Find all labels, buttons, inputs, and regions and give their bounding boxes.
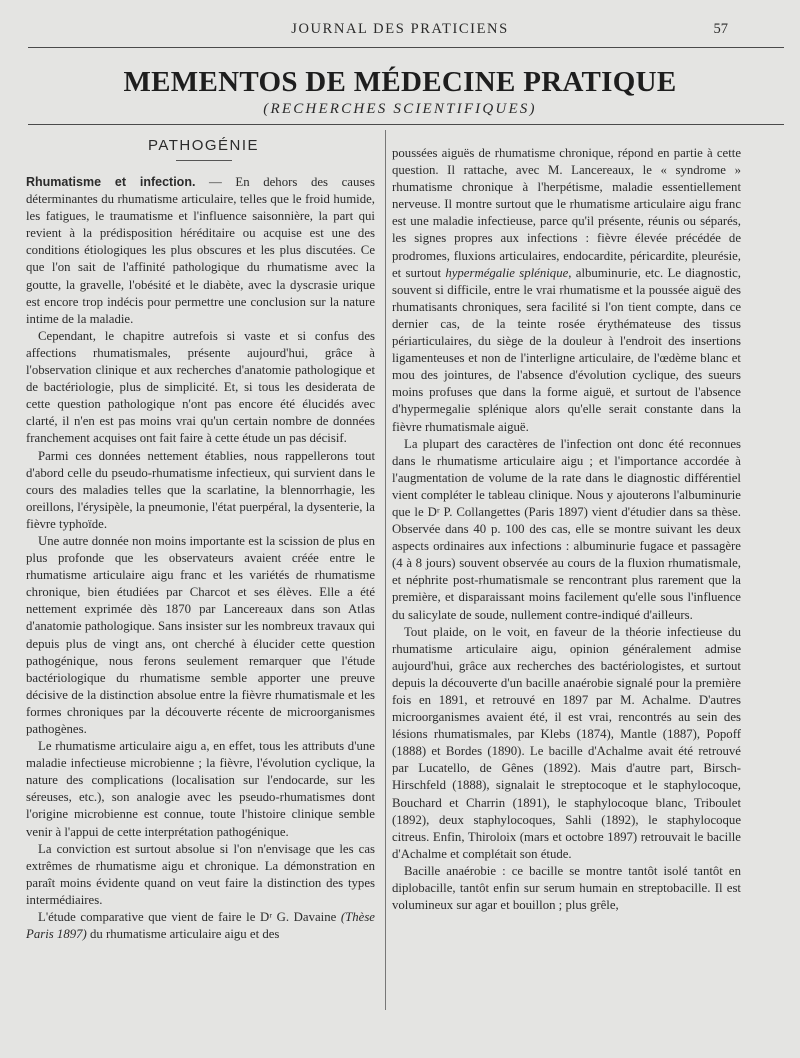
- paragraph: Cependant, le chapitre autrefois si vaste et si confus des affections rhumatismales, présente aujourd'hui, grâce à l'observation clinique et aux recherches d'anatomie pathologique et de bactériologie, plus de simplicité. Et, si tous les desiderata de cette question pathologique n'ont pas encore été élucidés avec clarté, il n'en est pas moins vrai qu'un certain nombre de données franchement acquises ont fait faire à cette étude un pas décisif.: [26, 328, 375, 446]
- running-head: [0, 18, 800, 38]
- paragraph-text: poussées aiguës de rhumatisme chronique, répond en partie à cette question. Il rattache, avec M. Lancereaux, le « syndrome » rhumatisme chronique à l'herpétisme, maladie essentiellement nerveuse. Il montre surtout que le rhumatisme articulaire aigu franc est une maladie infectieuse, parce qu'il présente, réunis ou séparés, les signes propres aux infections : fièvre élevée précédée de prodromes, fluxions articulaires, endocardite, péricardite, pleurésie, et surtout: [392, 146, 741, 280]
- paragraph-text: L'étude comparative que vient de faire le Dʳ G. Davaine: [38, 910, 341, 925]
- paragraph: Tout plaide, on le voit, en faveur de la théorie infectieuse du rhumatisme articulaire aigu, opinion généralement admise aujourd'hui, grâce aux recherches des bactériologistes, et surtout depuis la découverte d'un bacille anaérobie signalé pour la première fois en 1891, et retrouvé en 1897 par M. Achalme. D'autres microorganismes avaient été, il est vrai, rencontrés au sein des lésions rhumatismales, par Klebs (1874), Mantle (1887), Popoff (1888) et Bordes (1890). Le bacille d'Achalme avait été retrouvé par Lucatello, de Gênes (1892). Mais d'autre part, Birsch-Hirschfeld (1888), signalait le streptocoque et le staphylocoque, Bouchard et Charrin (1891), le staphylocoque blanc, Triboulet (1892), deux staphylocoques, Sahli (1892), le staphylocoque citreus. Enfin, Thiroloix (mars et octobre 1897) retrouvait le bacille d'Achalme et complétait son étude.: [392, 624, 741, 861]
- right-column: [392, 145, 741, 914]
- article-subtitle: (RECHERCHES SCIENTIFIQUES): [263, 101, 537, 117]
- paragraph: Bacille anaérobie : ce bacille se montre tantôt isolé tantôt en diplobacille, tantôt enfin sur serum humain en streptobacille. Il est volumineux sur agar et bouillon ; plus grêle,: [392, 863, 741, 913]
- paragraph: La plupart des caractères de l'infection ont donc été reconnues dans le rhumatisme articulaire aigu ; et l'importance accordée à l'augmentation de volume de la rate dans le diagnostic différentiel vient compléter le tableau clinique. Nous y ajouterons l'albuminurie que le Dʳ P. Collangettes (Paris 1897) vient d'étudier dans sa thèse. Observée dans 40 p. 100 des cas, elle se montre suivant les deux aspects ordinaires aux infections : albuminurie fugace et passagère (4 à 8 jours) souvent observée au cours de la fluxion rhumatismale, et néphrite post-rhumatismale se rencontrant plus rarement que la première, et disparaissant moins facilement qu'elle sous l'influence du salicylate de soude, nullement contre-indiqué d'ailleurs.: [392, 436, 741, 622]
- section-heading: PATHOGÉNIE: [147, 137, 260, 154]
- running-title: JOURNAL DES PRATICIENS: [291, 21, 509, 37]
- left-column: [26, 174, 375, 943]
- run-in-heading: Rhumatisme et infection.: [26, 175, 196, 189]
- paragraph: Parmi ces données nettement établies, nous rappellerons tout d'abord celle du pseudo-rhumatisme infectieux, qui survient dans le cours des maladies telles que la scarlatine, la blennorrhagie, les oreillons, l'érysipèle, la pneumonie, l'état puerpéral, la dysenterie, la fièvre typhoïde.: [26, 448, 375, 531]
- paragraph-rhumatisme-infection: [26, 174, 375, 328]
- paragraph-text: du rhumatisme articulaire aigu et des: [86, 927, 280, 942]
- paragraph: La conviction est surtout absolue si l'on n'envisage que les cas extrêmes de rhumatisme aigu et chronique. La démonstration en paraît moins évidente quand on veut faire la distinction des types intermédiaires.: [26, 841, 375, 907]
- section-heading-rule: [176, 160, 232, 161]
- paragraph: Le rhumatisme articulaire aigu a, en effet, tous les attributs d'une maladie infectieuse microbienne ; la fièvre, l'évolution cyclique, la nature des complications (localisation sur l'endocarde, sur les séreuses, etc.), son analogie avec les pseudo-rhumatismes dont l'origine microbienne est connue, toute l'histoire clinique semble venir à l'appui de cette interprétation pathogénique.: [26, 739, 375, 839]
- paragraph-text: , albuminurie, etc. Le diagnostic, souvent si difficile, entre le vrai rhumatisme et la poussée aiguë des rhumatisants chroniques, sera facilité si l'on tient compte, dans ce dernier cas, de la teinte rosée érythémateuse des tissus périarticulaires, du siège de la douleur à l'endroit des insertions ligamenteuses et non de l'interligne articulaire, de l'œdème blanc et mou des jointures, de l'absence d'évolution cyclique, des sueurs moins profuses que dans la forme aiguë, et surtout de l'absence d'hypermegalie splénique alors qu'elle serait constante dans la fièvre rhumatismale aiguë.: [392, 265, 742, 434]
- paragraph-continued: [392, 145, 741, 436]
- article-title: MEMENTOS DE MÉDECINE PRATIQUE: [123, 66, 677, 98]
- header-rule: [28, 47, 784, 48]
- title-rule: [28, 124, 784, 125]
- column-divider: [385, 130, 386, 1010]
- italic-term: hypermégalie splénique: [445, 265, 569, 280]
- paragraph: Une autre donnée non moins importante est la scission de plus en plus profonde que les observateurs avaient créée entre le rhumatisme articulaire aigu franc et les variétés de rhumatisme chronique, bien étudiées par Charcot et ses élèves. Elle a été nettement exprimée dès 1870 par Lancereaux dans son Atlas d'anatomie pathologique. Sans insister sur les nombreux travaux qui depuis plus de vingt ans, ont cherché à élucider cette question pathogénique, nous ferons seulement remarquer que l'étude bactériologique du rhumatisme semble apporter une preuve décisive de la distinction absolue entre la fièvre rhumatismale et les formes chroniques par la découverte récente de microorganismes pathogènes.: [26, 533, 375, 736]
- page-number: 57: [713, 21, 728, 37]
- thesis-citation: (Thèse Paris 1897): [26, 910, 375, 942]
- paragraph-text: — En dehors des causes déterminantes du rhumatisme articulaire, telles que le froid humide, les fatigues, le traumatisme et l'influence saisonnière, la part qui revient à la prédisposition héréditaire ou acquise est une des conditions étiologiques les plus obscures et les plus discutées. Ce que l'on sait de l'affinité pathologique du rhumatisme avec la goutte, la gravelle, l'obésité et le diabète, avec la dyscrasie urique est encore trop indécis pour permettre une conclusion sur la nature intime de la maladie.: [26, 175, 375, 326]
- paragraph: [26, 909, 375, 943]
